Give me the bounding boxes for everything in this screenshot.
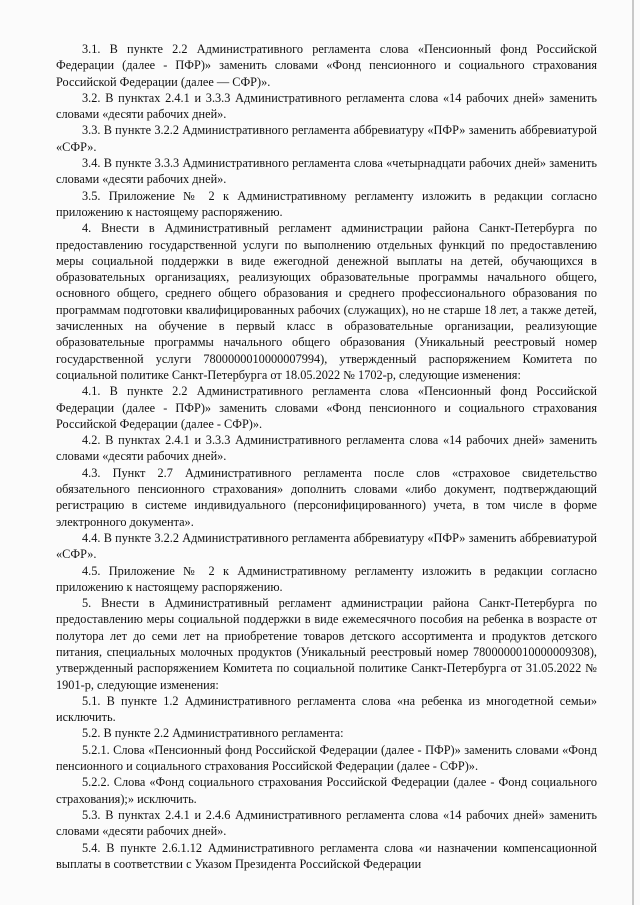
paragraph-4-5: 4.5. Приложение № 2 к Административному регламенту изложить в редакции согласно приложению к настоящему распоряжению.	[56, 563, 597, 594]
paragraph-5-2: 5.2. В пункте 2.2 Административного регламента:	[82, 726, 344, 741]
paragraph-5-1: 5.1. В пункте 1.2 Административного регламента слова «на ребенка из многодетной семьи» исключить.	[56, 693, 597, 725]
paragraph-3-4: 3.4. В пункте 3.3.3 Административного регламента слова «четырнадцати рабочих дней» заменить словами «десяти рабочих дней».	[56, 156, 597, 187]
paragraph-4-2: 4.2. В пунктах 2.4.1 и 3.3.3 Административного регламента слова «14 рабочих дней» заменить словами «десяти рабочих дней».	[56, 433, 597, 464]
paragraph-4-3: 4.3. Пункт 2.7 Административного регламента после слов «страховое свидетельство обязательного пенсионного страхования» дополнить словами «либо документ, подтверждающий регистрацию в системе индивидуального (персонифицированного) учета, в том числе в форме электронного документа».	[56, 465, 597, 529]
paragraph-5-3: 5.3. В пунктах 2.4.1 и 2.4.6 Административного регламента слова «14 рабочих дней» заменить словами «десяти рабочих дней».	[56, 807, 597, 839]
paragraph-5-2-2: 5.2.2. Слова «Фонд социального страхования Российской Федерации (далее - Фонд социального страхования);» исключить.	[56, 775, 597, 806]
paragraph-3-1: 3.1. В пункте 2.2 Административного регламента слова «Пенсионный фонд Российской Федерации (далее - ПФР)» заменить словами «Фонд пенсионного и социального страхования Российской Федерации (далее — СФР)».	[56, 42, 597, 89]
scan-edge	[632, 0, 634, 905]
paragraph-5-2-1: 5.2.1. Слова «Пенсионный фонд Российской Федерации (далее - ПФР)» заменить словами «Фонд пенсионного и социального страхования Российской Федерации (далее - СФР)».	[56, 742, 597, 774]
paragraph-5-4: 5.4. В пункте 2.6.1.12 Административного регламента слова «и назначении компенсационной выплаты в соответствии с Указом Президента Российской Федерации	[56, 840, 597, 871]
document-body	[56, 41, 597, 872]
paragraph-4: 4. Внести в Административный регламент администрации района Санкт-Петербурга по предоставлению государственной услуги по выполнению отдельных функций по предоставлению меры социальной поддержки в виде ежегодной денежной выплаты на детей, обучающихся в образовательных организациях, реализующих образовательные программы начального общего, основного общего, среднего общего образования и среднего профессионального образования по программам подготовки квалифицированных рабочих (служащих), но не старше 18 лет, а также детей, зачисленных на обучение в первый класс в образовательные организации, реализующие образовательные программы начального общего образования (Уникальный реестровый номер государственной услуги 7800000010000007994), утвержденный распоряжением Комитета по социальной политике Санкт-Петербурга от 18.05.2022 № 1702-р, следующие изменения:	[56, 221, 597, 382]
paragraph-3-3: 3.3. В пункте 3.2.2 Административного регламента аббревиатуру «ПФР» заменить аббревиатурой «СФР».	[56, 123, 597, 154]
paragraph-4-1: 4.1. В пункте 2.2 Административного регламента слова «Пенсионный фонд Российской Федерации (далее - ПФР)» заменить словами «Фонд пенсионного и социального страхования Российской Федерации (далее - СФР)».	[56, 384, 597, 431]
paragraph-4-4: 4.4. В пункте 3.2.2 Административного регламента аббревиатуру «ПФР» заменить аббревиатурой «СФР».	[56, 530, 597, 562]
paragraph-5: 5. Внести в Административный регламент администрации района Санкт-Петербурга по предоставлению меры социальной поддержки в виде ежемесячного пособия на ребенка в возрасте от полутора лет до семи лет на приобретение товаров детского ассортимента и продуктов детского питания, специальных молочных продуктов (Уникальный реестровый номер 7800000010000009308), утвержденный распоряжением Комитета по социальной политике Санкт-Петербурга от 31.05.2022 № 1901-р, следующие изменения:	[56, 596, 597, 692]
paragraph-3-5: 3.5. Приложение № 2 к Административному регламенту изложить в редакции согласно приложению к настоящему распоряжению.	[56, 188, 597, 219]
paragraph-3-2: 3.2. В пунктах 2.4.1 и 3.3.3 Административного регламента слова «14 рабочих дней» заменить словами «десяти рабочих дней».	[56, 90, 597, 122]
